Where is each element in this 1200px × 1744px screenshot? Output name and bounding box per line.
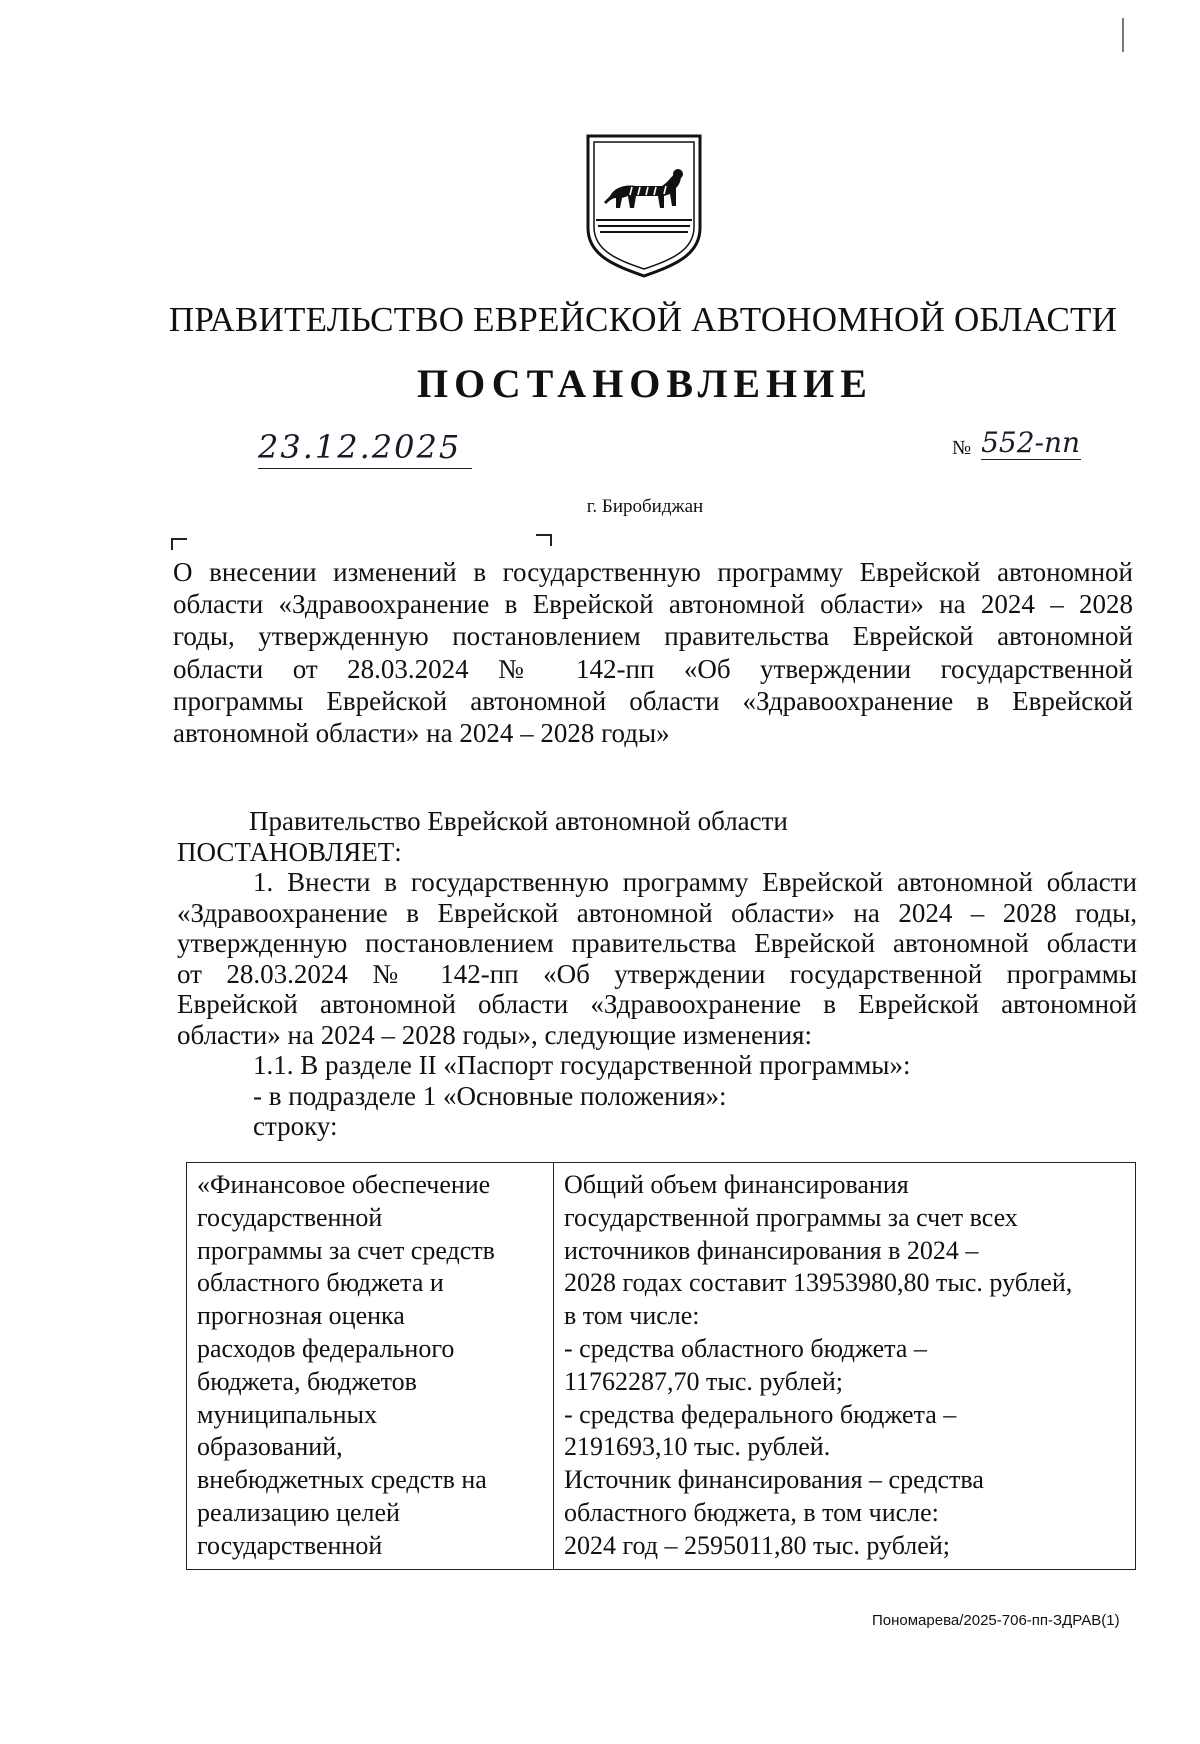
document-code: Пономарева/2025-706-пп-ЗДРАВ(1) [872, 1612, 1120, 1629]
passport-table [186, 1162, 1136, 1570]
cell-line: 2024 год – 2595011,80 тыс. рублей; [564, 1530, 950, 1560]
cell-line: прогнозная оценка [197, 1301, 405, 1331]
body-line: 1. Внести в государственную программу Еврейской автономной области [253, 867, 1137, 897]
cell-line: источников финансирования в 2024 – [564, 1235, 979, 1265]
body-line: утвержденную постановлением правительства Еврейской автономной области [177, 928, 1137, 958]
cell-line: областного бюджета и [197, 1268, 444, 1298]
scan-artifact-line [1122, 18, 1124, 52]
cell-line: областного бюджета, в том числе: [564, 1497, 939, 1527]
document-date: 23.12.2025 [258, 428, 472, 469]
document-subject [173, 556, 1133, 749]
cell-line: муниципальных [197, 1399, 378, 1429]
subject-line: программы Еврейской автономной области «Здравоохранение в Еврейской [173, 685, 1133, 716]
body-line: строку: [253, 1111, 338, 1141]
subject-line: годы, утвержденную постановлением правительства Еврейской автономной [173, 621, 1133, 652]
cell-line: программы за счет средств [197, 1235, 495, 1265]
subject-line: области от 28.03.2024 № 142-пп «Об утверждении государственной [173, 653, 1133, 684]
cell-line: «Финансовое обеспечение [197, 1170, 491, 1199]
cell-line: в том числе: [564, 1301, 700, 1331]
table-cell-value [554, 1163, 1136, 1570]
city: г. Биробиджан [586, 496, 704, 517]
subject-line: автономной области» на 2024 – 2028 годы» [173, 718, 670, 749]
corner-bracket-right [536, 534, 552, 546]
document-body [177, 806, 1137, 1142]
cell-line: государственной [197, 1530, 383, 1560]
cell-line: Общий объем финансирования [564, 1170, 909, 1199]
cell-line: государственной программы за счет всех [564, 1202, 1018, 1232]
cell-line: внебюджетных средств на [197, 1465, 487, 1495]
subject-line: О внесении изменений в государственную программу Еврейской автономной [173, 557, 1133, 587]
table-row [187, 1163, 1136, 1570]
body-line: Правительство Еврейской автономной области [249, 806, 788, 836]
cell-line: - средства областного бюджета – [564, 1333, 927, 1363]
body-line: области» на 2024 – 2028 годы», следующие изменения: [177, 1019, 812, 1050]
coat-of-arms-tiger-icon [584, 132, 704, 280]
org-title: ПРАВИТЕЛЬСТВО ЕВРЕЙСКОЙ АВТОНОМНОЙ ОБЛАСТИ [168, 300, 1118, 339]
cell-line: образований, [197, 1432, 343, 1462]
body-line: ПОСТАНОВЛЯЕТ: [177, 836, 402, 867]
body-line: - в подразделе 1 «Основные положения»: [253, 1080, 727, 1111]
cell-line: 2028 годах составит 13953980,80 тыс. рублей, [564, 1268, 1073, 1298]
document-number [952, 426, 1081, 460]
body-line: Еврейской автономной области «Здравоохранение в Еврейской автономной [177, 989, 1137, 1019]
table-cell-label [187, 1163, 554, 1570]
body-line: 1.1. В разделе II «Паспорт государственной программы»: [253, 1050, 911, 1080]
body-line: от 28.03.2024 № 142-пп «Об утверждении государственной программы [177, 958, 1137, 989]
cell-line: - средства федерального бюджета – [564, 1399, 957, 1429]
body-line: «Здравоохранение в Еврейской автономной области» на 2024 – 2028 годы, [177, 897, 1137, 928]
corner-bracket-left [171, 538, 187, 550]
number-label: № [952, 437, 972, 459]
number-value: 552-пп [981, 426, 1081, 459]
subject-line: области «Здравоохранение в Еврейской автономной области» на 2024 – 2028 [173, 589, 1133, 620]
cell-line: государственной [197, 1202, 383, 1232]
cell-line: расходов федерального [197, 1333, 455, 1363]
cell-line: реализацию целей [197, 1497, 400, 1527]
cell-line: 2191693,10 тыс. рублей. [564, 1432, 831, 1462]
cell-line: 11762287,70 тыс. рублей; [564, 1366, 843, 1396]
document-type: ПОСТАНОВЛЕНИЕ [417, 361, 873, 406]
cell-line: бюджета, бюджетов [197, 1366, 417, 1396]
cell-line: Источник финансирования – средства [564, 1465, 984, 1495]
